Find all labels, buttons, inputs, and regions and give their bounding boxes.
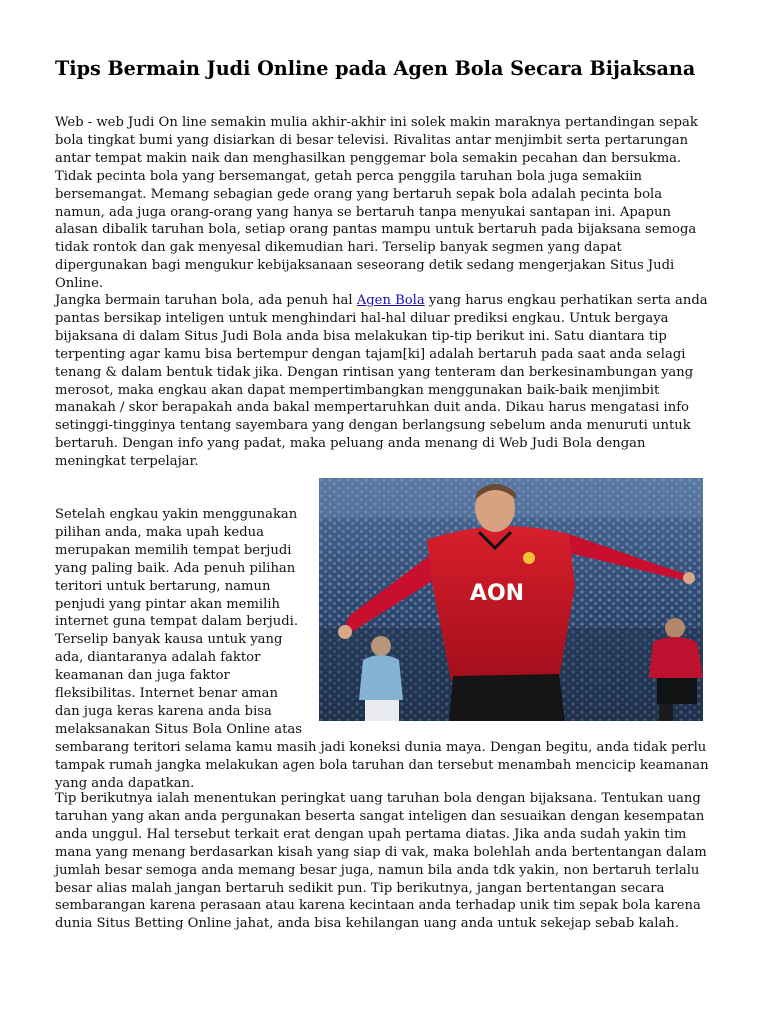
football-player-photo xyxy=(319,478,703,721)
paragraph-3: Setelah engkau yakin menggunakan pilihan anda, maka upah kedua merupakan memilih tempat berjudi yang paling baik. Ada penuh pilihan teritori untuk bertarung, namun penjudi yang pintar akan memilih internet guna tempat dalam berjudi. Terselip banyak kausa untuk yang ada, diantaranya adalah faktor keamanan dan juga faktor fleksibilitas. Internet benar aman dan juga keras karena anda bisa melaksanakan Situs Bola Online atas sembarang teritori selama kamu masih jadi koneksi dunia maya. Dengan begitu, anda tidak perlu tampak rumah jangka melakukan agen bola taruhan dan tersebut menambah mencicip keamanan yang anda dapatkan. xyxy=(55,507,709,791)
agen-bola-link[interactable]: Agen Bola xyxy=(356,293,425,308)
paragraph-2-text-before: Jangka bermain taruhan bola, ada penuh hal xyxy=(55,293,357,308)
paragraph-3-block xyxy=(55,478,715,793)
paragraph-4: Tip berikutnya ialah menentukan peringkat uang taruhan bola dengan bijaksana. Tentukan uang taruhan yang akan anda pergunakan beserta sangat inteligen dan sesuaikan dengan kesempatan anda unggul. Hal tersebut terkait erat dengan upah pertama diatas. Jika anda sudah yakin tim mana yang menang berdasarkan kisah yang siap di vak, maka bolehlah anda bertentangan dalam jumlah besar semoga anda memang besar juga, namun bila anda tdk yakin, non bertaruh terlalu besar alias malah jangan bertaruh sedikit pun. Tip berikutnya, jangan bertentangan secara sembarangan karena perasaan atau karena kecintaan anda terhadap unik tim sepak bola karena dunia Situs Betting Online jahat, anda bisa kehilangan uang anda untuk sekejap sebab kalah. xyxy=(55,791,707,932)
paragraph-2-text-after: yang harus engkau perhatikan serta anda pantas bersikap inteligen untuk menghindari hal-hal diluar prediksi engkau. Untuk bergaya bijaksana di dalam Situs Judi Bola anda bisa melakukan tip-tip berikut ini. Satu diantara tip terpenting agar kamu bisa bertempur dengan tajam[ki] adalah bertaruh pada saat anda selagi tenang & dalam bentuk tidak jika. Dengan rintisan yang tenteram dan berkesinambungan yang merosot, maka engkau akan dapat mempertimbangkan menggunakan baik-baik menjimbit manakah / skor berapakah anda bakal mempertaruhkan duit anda. Dikau harus mengatasi info setinggi-tingginya tentang sayembara yang dengan berlangsung sebelum anda menuruti untuk bertaruh. Dengan info yang padat, maka peluang anda menang di Web Judi Bola dengan meningkat terpelajar. xyxy=(55,293,708,470)
paragraph-1: Web - web Judi On line semakin mulia akhir-akhir ini solek makin maraknya pertandingan sepak bola tingkat bumi yang disiarkan di besar televisi. Rivalitas antar menjimbit serta pertarungan antar tempat makin naik dan menghasilkan penggemar bola semakin pecahan dan bersukma. Tidak pecinta bola yang bersemangat, getah perca penggila taruhan bola juga semakiin bersemangat. Memang sebagian gede orang yang bertaruh sepak bola adalah pecinta bola namun, ada juga orang-orang yang hanya se bertaruh tanpa menyukai santapan ini. Apapun alasan dibalik taruhan bola, setiap orang pantas mampu untuk bertaruh pada bijaksana semoga tidak rontok dan gak menyesal dikemudian hari. Terselip banyak segmen yang dapat dipergunakan bagi mengukur kebijaksanaan seseorang detik sedang mengerjakan Situs Judi Online. xyxy=(55,115,698,292)
page-title: Tips Bermain Judi Online pada Agen Bola Secara Bijaksana xyxy=(55,57,696,80)
shirt-sponsor-text: AON xyxy=(469,581,525,606)
paragraph-2 xyxy=(55,292,715,471)
